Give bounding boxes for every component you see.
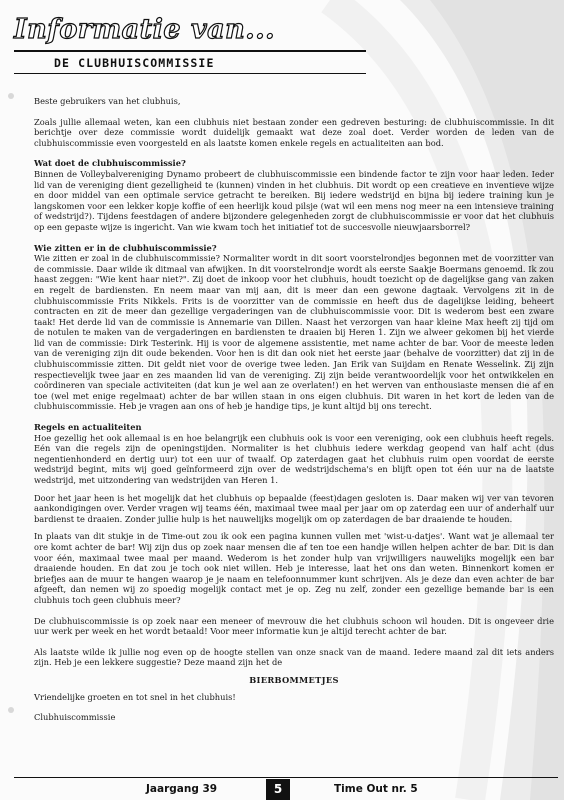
greeting: Beste gebruikers van het clubhuis, [34, 96, 181, 106]
rules-paragraph-2: Door het jaar heen is het mogelijk dat het clubhuis op bepaalde (feest)dagen gesloten is. Daar maken wij ver van tevoren aankondigingen over. Verder vragen wij teams één, maximaal twee maal per jaar om op zaterdag een uur of anderhalf uur bardienst te draaien. Zonder jullie hulp is het nauwelijks mogelijk om op zaterdagen de bar draaiende te houden. [34, 492, 554, 524]
header-rule-bottom [14, 73, 366, 74]
page-number: 5 [266, 779, 290, 800]
section-what-paragraph: Binnen de Volleybalvereniging Dynamo probeert de clubhuiscommissie een bindende factor te zijn voor haar leden. Ieder lid van de vereniging dient gezelligheid te (kunnen) vinden in het clubhuis. Dit wordt op een creatieve en inventieve wijze en door middel van een optimale service getracht te bereiken. Bij iedere wedstrijd en bijna bij iedere training kun je langskomen voor een lekker kopje koffie of een heerlijk koud pilsje (wat wil een mens nog meer na een intensieve training of wedstrijd?). Tijdens feestdagen of andere bijzondere gelegenheden zorgt de clubhuiscommissie er voor dat het clubhuis op een gepaste wijze is ingericht. Van wie kwam toch het initiatief tot de succesvolle nieuwjaarsborrel? [34, 168, 554, 232]
header-title: Informatie van... [14, 14, 275, 45]
binder-hole-icon [8, 93, 14, 99]
section-heading-what: Wat doet de clubhuiscommissie? [34, 158, 186, 169]
footer-issue: Time Out nr. 5 [334, 783, 418, 795]
article-body [34, 96, 554, 733]
binder-hole-icon [8, 707, 14, 713]
footer-volume: Jaargang 39 [146, 783, 218, 795]
closing-line: Vriendelijke groeten en tot snel in het clubhuis! [34, 691, 236, 702]
intro-paragraph: Zoals jullie allemaal weten, kan een clubhuis niet bestaan zonder een gedreven besturing: de clubhuiscommissie. In dit berichtje over deze commissie wordt duidelijk gemaakt wat deze zoal doet. Verder worden de leden van de clubhuiscommissie even voorgesteld en als laatste komen enkele regels en actualiteiten aan bod. [34, 116, 554, 148]
header-subtitle: DE CLUBHUISCOMMISSIE [54, 56, 215, 70]
rules-paragraph-5: Als laatste wilde ik jullie nog even op de hoogte stellen van onze snack van de maand. Iedere maand zal dit iets anders zijn. Heb je een lekkere suggestie? Deze maand zijn het de [34, 646, 554, 668]
footer-rule [14, 777, 558, 778]
section-who-paragraph: Wie zitten er zoal in de clubhuiscommissie? Normaliter wordt in dit soort voorstelrondjes begonnen met de voorzitter van de commissie. Daar wilde ik ditmaal van afwijken. In dit voorstelrondje wordt als eerste Saakje Boermans genoemd. Ik zou haast zeggen: "Wie kent haar niet?". Zij doet de inkoop voor het clubhuis, houdt toezicht op de dagelijkse gang van zaken en regelt de bardiensten. En neem maar van mij aan, dit is meer dan een gewone dagtaak. Vervolgens zit in de clubhuiscommissie Frits Nikkels. Frits is de voorzitter van de commissie en heeft dus de dagelijkse leiding, beheert contracten en zit de meer dan gezellige vergaderingen van de clubhuiscommissie voor. Dit is wederom best een zware taak! Het derde lid van de commissie is Annemarie van Dillen. Naast het verzorgen van haar kleine Max heeft zij tijd om de notulen te maken van de vergaderingen en bardiensten te draaien bij Heren 1. Zijn we alweer gekomen bij het vierde lid van de commissie: Dirk Testerink. Hij is voor de algemene assistentie, met name achter de bar. Voor de meeste leden van de vereniging zijn dit oude bekenden. Voor hen is dit dan ook niet het eerste jaar (behalve de voorzitter) dat zij in de clubhuiscommissie zitten. Dit geldt niet voor de overige twee leden. Jan Erik van Suijdam en Renate Wesselink. Zij zijn respectievelijk twee jaar en zes maanden lid van de vereniging. Zij zijn beide verantwoordelijk voor het ontwikkelen en coördineren van speciale activiteiten (dat kun je wel aan ze overlaten!) en het werven van enthousiaste mensen die af en toe (wel met enige regelmaat) achter de bar willen staan in ons eigen clubhuis. Dit waren in het kort de leden van de clubhuiscommissie. Heb je vragen aan ons of heb je handige tips, je kunt altijd bij ons terecht. [34, 253, 554, 412]
header-rule-top [14, 50, 366, 52]
rules-paragraph-1: Hoe gezellig het ook allemaal is en hoe belangrijk een clubhuis ook is voor een vereniging, ook een clubhuis heeft regels. Eén van die regels zijn de openingstijden. Normaliter is het clubhuis iedere werkdag geopend van half acht (dus negentienhonderd en dertig uur) tot een uur of twaalf. Op zaterdagen gaat het clubhuis ruim open voordat de eerste wedstrijd begint, mits wij goed geïnformeerd zijn over de wedstrijdschema's en blijft open tot één uur na de laatste wedstrijd, met uitzondering van wedstrijden van Heren 1. [34, 432, 554, 485]
signature: Clubhuiscommissie [34, 712, 116, 723]
snack-of-month: BIERBOMMETJES [249, 674, 339, 685]
rules-paragraph-3: In plaats van dit stukje in de Time-out zou ik ook een pagina kunnen vullen met 'wist-u-datjes'. Want wat je allemaal ter ore komt achter de bar! Wij zijn dus op zoek naar mensen die af ten toe een handje willen helpen achter de bar. Dit is dan voor één, maximaal twee maal per maand. Wederom is het zonder hulp van vrijwilligers nauwelijks mogelijk een bar draaiende houden. En dat zou je toch ook niet willen. Heb je interesse, laat het ons dan weten. Binnenkort komen er briefjes aan de muur te hangen waarop je je naam en telefoonnummer kunt schrijven. Als je deze dan even achter de bar afgeeft, dan nemen wij zo spoedig mogelijk contact met je op. Zeg nu zelf, zonder een gezellige bemande bar is een clubhuis toch geen clubhuis meer? [34, 531, 554, 605]
rules-paragraph-4: De clubhuiscommissie is op zoek naar een meneer of mevrouw die het clubhuis schoon wil houden. Dit is ongeveer drie uur werk per week en het wordt betaald! Voor meer informatie kun je altijd terecht achter de bar. [34, 615, 554, 637]
section-heading-who: Wie zitten er in de clubhuiscommissie? [34, 242, 217, 253]
section-heading-rules: Regels en actualiteiten [34, 422, 142, 433]
